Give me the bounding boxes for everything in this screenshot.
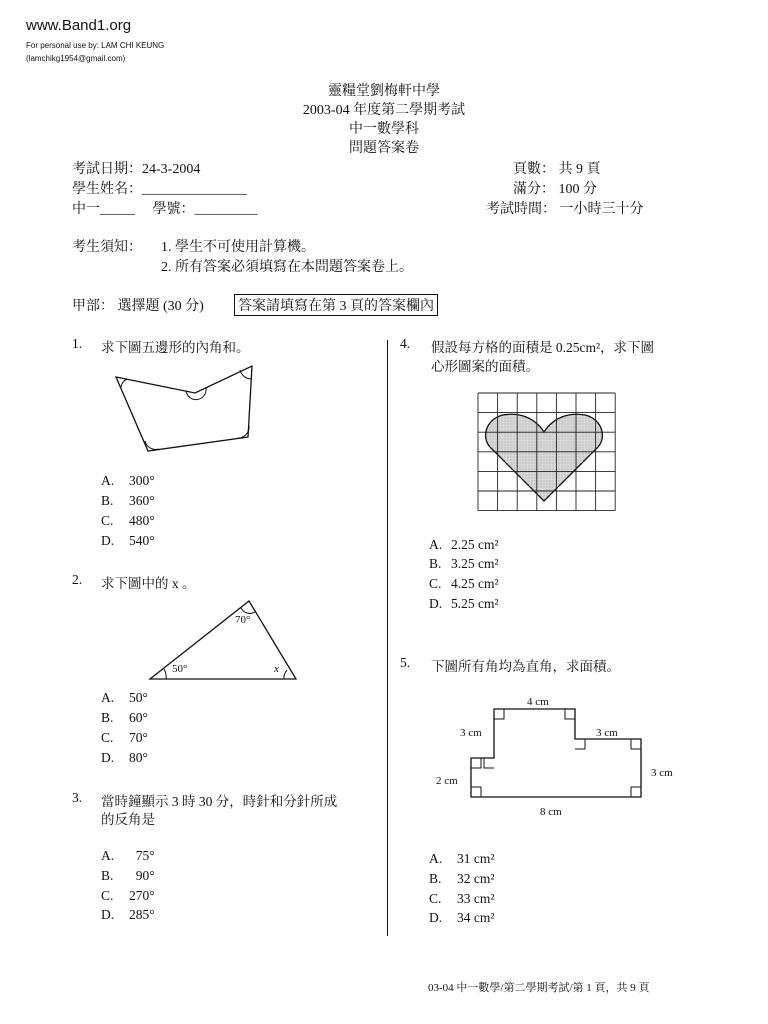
option-value: 540° bbox=[129, 533, 155, 548]
option-letter: C. bbox=[101, 730, 114, 745]
q3-option-d bbox=[101, 907, 155, 923]
q1-angle-arc bbox=[186, 388, 206, 400]
q5-option-d bbox=[429, 910, 494, 926]
q2-angle-arc bbox=[241, 608, 255, 613]
option-letter: C. bbox=[429, 576, 442, 591]
q3-option-b bbox=[101, 868, 155, 884]
option-value: 90° bbox=[129, 868, 155, 883]
q4-option-a bbox=[429, 537, 499, 553]
option-letter: D. bbox=[101, 750, 115, 765]
class-number-field: 中一_____ 學號：_________ bbox=[72, 202, 258, 217]
instruction-1: 1. 學生不可使用計算機。 bbox=[161, 240, 315, 255]
q4-option-b bbox=[429, 556, 499, 572]
q1-text: 求下圖五邊形的內角和。 bbox=[101, 340, 250, 355]
option-value: 4.25 cm² bbox=[451, 576, 499, 591]
option-value: 70° bbox=[129, 730, 148, 745]
q5-label-bottom: 8 cm bbox=[540, 806, 562, 818]
option-letter: D. bbox=[101, 533, 115, 548]
option-letter: D. bbox=[101, 907, 115, 922]
instruction-2: 2. 所有答案必須填寫在本問題答案卷上。 bbox=[161, 260, 413, 275]
page-footer: 03-04 中一數學/第二學期考試/第 1 頁，共 9 頁 bbox=[428, 982, 650, 994]
option-letter: D. bbox=[429, 910, 443, 925]
option-value: 480° bbox=[129, 513, 155, 528]
q5-shape bbox=[471, 709, 641, 797]
q2-angle-arc bbox=[284, 670, 287, 679]
q1-option-d bbox=[101, 533, 155, 549]
option-value: 50° bbox=[129, 690, 148, 705]
q5-right-angle-marks bbox=[471, 709, 641, 797]
option-value: 300° bbox=[129, 473, 155, 488]
q5-label-top: 4 cm bbox=[527, 696, 549, 708]
exam-title: 2003-04 年度第二學期考試 bbox=[302, 103, 466, 118]
option-value: 270° bbox=[129, 888, 155, 903]
q4-option-d bbox=[429, 596, 499, 612]
q5-option-a bbox=[429, 851, 494, 867]
option-letter: B. bbox=[101, 868, 114, 883]
option-letter: A. bbox=[429, 851, 443, 866]
instructions-label: 考生須知： bbox=[72, 240, 142, 255]
subject-title: 中一數學科 bbox=[349, 122, 419, 137]
q1-angle-arc bbox=[238, 426, 249, 438]
q4-text-line1: 假設每方格的面積是 0.25cm²，求下圖 bbox=[431, 340, 655, 355]
q1-option-c bbox=[101, 513, 155, 529]
section-title: 甲部： 選擇題 (30 分) bbox=[72, 299, 204, 314]
q1-angle-arc bbox=[145, 441, 159, 450]
q1-pentagon bbox=[116, 366, 252, 451]
option-value: 60° bbox=[129, 710, 148, 725]
option-letter: A. bbox=[101, 473, 115, 488]
q5-text: 下圖所有角均為直角，求面積。 bbox=[431, 659, 620, 674]
q2-label-left: 50° bbox=[172, 663, 188, 675]
q5-number: 5. bbox=[400, 655, 411, 670]
q2-triangle bbox=[150, 601, 296, 679]
option-value: 33 cm² bbox=[457, 891, 495, 906]
option-value: 34 cm² bbox=[457, 910, 495, 925]
option-letter: C. bbox=[101, 888, 114, 903]
q2-angle-arc bbox=[164, 669, 166, 679]
watermark-email: (lamchikg1954@gmail.com) bbox=[26, 54, 126, 63]
full-marks: 滿分： 100 分 bbox=[513, 182, 597, 197]
school-name: 靈糧堂劉梅軒中學 bbox=[328, 84, 440, 99]
q5-option-c bbox=[429, 891, 494, 907]
column-divider bbox=[387, 340, 388, 936]
q2-text: 求下圖中的 x 。 bbox=[101, 576, 196, 591]
option-value: 5.25 cm² bbox=[451, 596, 499, 611]
q4-number: 4. bbox=[400, 336, 411, 351]
paper-title: 問題答案卷 bbox=[349, 141, 419, 156]
q2-option-c bbox=[101, 730, 148, 746]
q3-option-a bbox=[101, 848, 155, 864]
option-value: 80° bbox=[129, 750, 148, 765]
q1-option-b bbox=[101, 493, 155, 509]
q4-option-c bbox=[429, 576, 499, 592]
option-value: 360° bbox=[129, 493, 155, 508]
q3-option-c bbox=[101, 888, 155, 904]
exam-date: 考試日期：24-3-2004 bbox=[72, 162, 201, 177]
q4-text-line2: 心形圖案的面積。 bbox=[431, 359, 539, 374]
option-value: 31 cm² bbox=[457, 851, 495, 866]
q2-option-b bbox=[101, 710, 148, 726]
option-value: 75° bbox=[129, 848, 155, 863]
q1-angle-arc bbox=[121, 379, 127, 387]
option-letter: C. bbox=[429, 891, 442, 906]
option-letter: B. bbox=[101, 710, 114, 725]
option-value: 285° bbox=[129, 907, 155, 922]
q2-option-d bbox=[101, 750, 148, 766]
option-value: 3.25 cm² bbox=[451, 556, 499, 571]
option-letter: B. bbox=[101, 493, 114, 508]
option-value: 32 cm² bbox=[457, 871, 495, 886]
option-letter: C. bbox=[101, 513, 114, 528]
q1-number: 1. bbox=[72, 336, 83, 351]
q1-option-a bbox=[101, 473, 155, 489]
answer-note: 答案請填寫在第 3 頁的答案欄內 bbox=[234, 294, 438, 316]
exam-time: 考試時間： 一小時三十分 bbox=[486, 202, 644, 217]
option-letter: B. bbox=[429, 871, 442, 886]
page-count: 頁數： 共 9 頁 bbox=[513, 162, 601, 177]
q3-number: 3. bbox=[72, 790, 83, 805]
q5-label-right-upper: 3 cm bbox=[596, 727, 618, 739]
option-letter: A. bbox=[101, 848, 115, 863]
q2-option-a bbox=[101, 690, 148, 706]
option-letter: B. bbox=[429, 556, 442, 571]
watermark-personal-use: For personal use by: LAM CHI KEUNG bbox=[26, 41, 165, 50]
q2-label-x: x bbox=[274, 663, 279, 675]
q4-grid bbox=[478, 393, 615, 511]
option-value: 2.25 cm² bbox=[451, 537, 499, 552]
option-letter: A. bbox=[101, 690, 115, 705]
option-letter: A. bbox=[429, 537, 443, 552]
option-letter: D. bbox=[429, 596, 443, 611]
q5-option-b bbox=[429, 871, 494, 887]
q5-label-right: 3 cm bbox=[651, 767, 673, 779]
q3-text-line2: 的反角是 bbox=[101, 812, 155, 827]
q2-number: 2. bbox=[72, 572, 83, 587]
q1-angle-arc bbox=[240, 370, 251, 379]
q5-label-left-upper: 3 cm bbox=[460, 727, 482, 739]
q4-heart-shape bbox=[486, 414, 603, 501]
q3-text-line1: 當時鐘顯示 3 時 30 分，時針和分針所成 bbox=[101, 794, 338, 809]
q2-label-top: 70° bbox=[235, 614, 251, 626]
watermark-site: www.Band1.org bbox=[26, 17, 132, 34]
q5-label-left-lower: 2 cm bbox=[436, 775, 458, 787]
student-name-field: 學生姓名：_______________ bbox=[72, 182, 247, 197]
